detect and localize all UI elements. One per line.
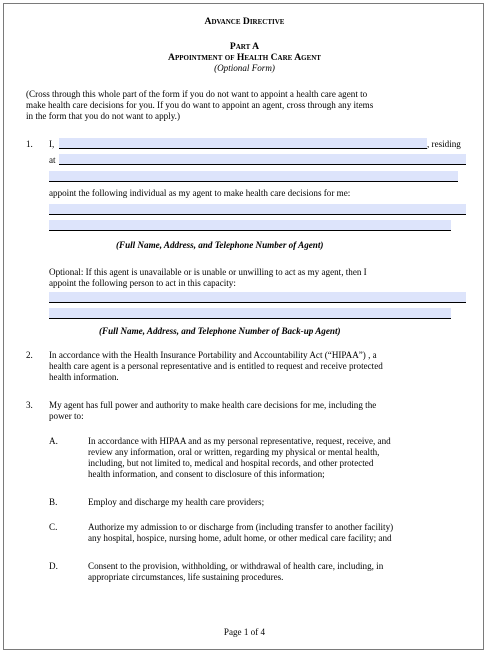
subitem-letter: C. — [49, 522, 58, 532]
subitem-text: including, but not limited to, medical and hospital records, and other protected — [88, 458, 374, 468]
agent-caption: (Full Name, Address, and Telephone Number of Agent) — [116, 240, 324, 250]
principal-address-line2-field[interactable] — [49, 171, 458, 182]
backup-text: appoint the following person to act in this capacity: — [49, 278, 236, 288]
agent-info-field-2[interactable] — [49, 220, 451, 231]
page-number: Page 1 of 4 — [223, 627, 266, 637]
backup-agent-field-1[interactable] — [49, 292, 466, 303]
powers-text: power to: — [49, 411, 84, 421]
part-heading: Part A — [229, 41, 260, 52]
backup-caption: (Full Name, Address, and Telephone Number of Back-up Agent) — [99, 326, 341, 336]
agent-info-field-1[interactable] — [49, 204, 466, 215]
subitem-text: In accordance with HIPAA and as my personal representative, request, receive, and — [88, 436, 391, 446]
hipaa-text: health care agent is a personal representative and is entitled to request and receive protected — [49, 361, 383, 371]
subitem-text: health information, and consent to disclosure of this information; — [88, 469, 325, 479]
intro-line: in the form that you do not want to apply.) — [26, 111, 180, 121]
optional-form-label: (Optional Form) — [214, 63, 275, 73]
document-page — [3, 3, 484, 650]
subitem-text: Authorize my admission to or discharge from (including transfer to another facility) — [88, 522, 394, 532]
hipaa-text: health information. — [49, 372, 119, 382]
at-label: at — [49, 155, 56, 165]
powers-text: My agent has full power and authority to make health care decisions for me, including the — [49, 400, 377, 410]
intro-line: make health care decisions for you. If you do want to appoint an agent, cross through any items — [26, 100, 374, 110]
item-number: 1. — [26, 139, 33, 149]
subitem-text: Employ and discharge my health care providers; — [88, 497, 265, 507]
name-label: I, — [49, 139, 55, 149]
section-heading: Appointment of Health Care Agent — [168, 52, 321, 63]
backup-text: Optional: If this agent is unavailable or is unable or unwilling to act as my agent, then I — [49, 267, 367, 277]
subitem-text: Consent to the provision, withholding, or withdrawal of health care, including, in — [88, 561, 384, 571]
residing-label: , residing — [427, 139, 461, 149]
principal-name-field[interactable] — [59, 138, 427, 149]
appoint-text: appoint the following individual as my agent to make health care decisions for me: — [49, 188, 351, 198]
subitem-text: appropriate circumstances, life sustaining procedures. — [88, 572, 284, 582]
item-number: 2. — [26, 350, 33, 360]
principal-address-field[interactable] — [59, 154, 466, 165]
subitem-letter: B. — [49, 497, 58, 507]
subitem-text: any hospital, hospice, nursing home, adult home, or other medical care facility; and — [88, 533, 392, 543]
subitem-letter: D. — [49, 561, 58, 571]
document-title: Advance Directive — [204, 16, 285, 27]
hipaa-text: In accordance with the Health Insurance Portability and Accountability Act (“HIPAA”) , a — [49, 350, 377, 360]
subitem-text: review any information, oral or written, regarding my physical or mental health, — [88, 447, 380, 457]
intro-line: (Cross through this whole part of the form if you do not want to appoint a health care agent to — [26, 89, 368, 99]
item-number: 3. — [26, 400, 33, 410]
subitem-letter: A. — [49, 436, 58, 446]
backup-agent-field-2[interactable] — [49, 308, 451, 319]
